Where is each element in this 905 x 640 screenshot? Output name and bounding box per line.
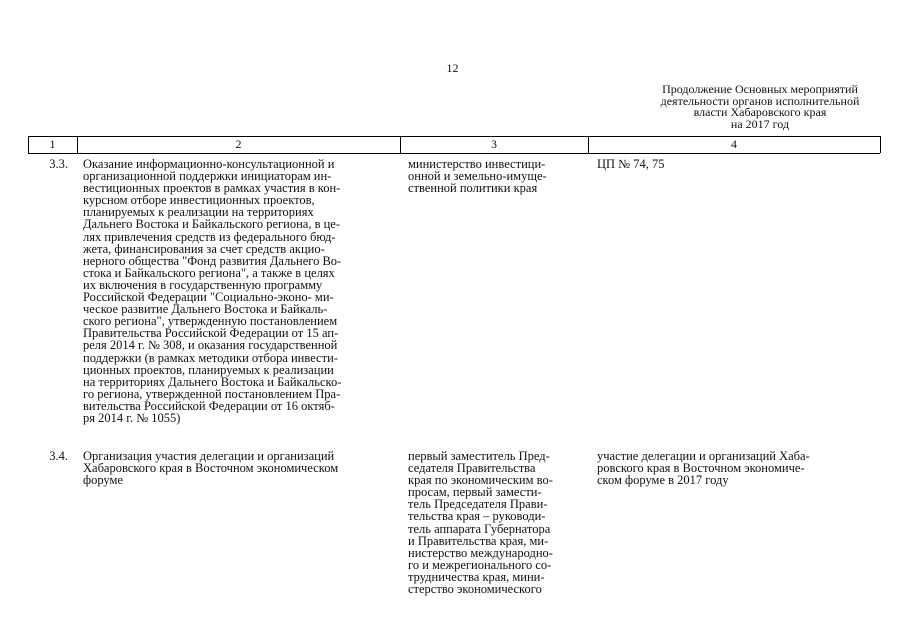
activity-line: Российской Федерации "Социально-эконо- ми- <box>83 290 334 305</box>
activity-line: их включения в государственную программу <box>83 277 323 292</box>
responsible-line: министерство инвестици- <box>408 157 546 171</box>
activity-line: Оказание информационно-консультационной и <box>83 157 335 171</box>
row-number: 3.3. <box>49 157 68 171</box>
column-number-3: 3 <box>491 137 497 151</box>
responsible-cell <box>408 158 547 194</box>
header-line: Продолжение Основных мероприятий <box>662 82 858 96</box>
activity-line: ского региона", утвержденную постановлением <box>83 314 338 329</box>
activity-cell <box>83 450 338 486</box>
activity-line: на территориях Дальнего Востока и Байкальско- <box>83 374 342 389</box>
activity-line: жета, финансирования за счет средств акцио- <box>83 241 325 256</box>
activity-line: Дальнего Востока и Байкальского региона, в це- <box>83 217 341 232</box>
activity-line: планируемых к реализации на территориях <box>83 205 314 220</box>
column-divider <box>880 136 881 153</box>
responsible-line: нистерство международно- <box>408 545 553 560</box>
activity-cell <box>83 158 341 424</box>
responsible-line: седателя Правительства <box>408 461 536 476</box>
header-row-bottom-border <box>28 153 880 154</box>
responsible-line: онной и земельно-имуще- <box>408 169 547 184</box>
activity-line: форуме <box>83 473 123 488</box>
activity-line: нерного общества "Фонд развития Дальнего Во- <box>83 253 342 268</box>
activity-line: курсном отборе инвестиционных проектов, <box>83 193 315 208</box>
activity-line: ческое развитие Дальнего Востока и Байкаль- <box>83 302 328 317</box>
responsible-line: тель аппарата Губернатора <box>408 521 551 536</box>
result-line: ровского края в Восточном экономиче- <box>597 461 805 476</box>
responsible-line: ственной политики края <box>408 181 538 196</box>
activity-line: вительства Российской Федерации от 16 октяб- <box>83 398 335 413</box>
column-number-2: 2 <box>235 137 242 151</box>
activity-line: го региона, утвержденной постановлением Пра- <box>83 386 341 401</box>
column-number-4: 4 <box>731 137 737 151</box>
responsible-line: тельства края – руководи- <box>408 509 546 524</box>
result-line: ЦП № 74, 75 <box>597 157 665 171</box>
header-line: деятельности органов исполнительной <box>660 93 860 108</box>
activity-line: реля 2014 г. № 308, и оказания государственной <box>83 338 338 353</box>
responsible-line: края по экономическим во- <box>408 473 553 488</box>
responsible-line: тель Председателя Прави- <box>408 497 548 512</box>
activity-line: ря 2014 г. № 1055) <box>83 410 181 425</box>
page-number: 12 <box>446 61 459 75</box>
responsible-line: и Правительства края, ми- <box>408 533 549 548</box>
activity-line: вестиционных проектов в рамках участия в кон- <box>83 181 341 196</box>
row-number: 3.4. <box>49 449 68 463</box>
result-line: ском форуме в 2017 году <box>597 473 729 488</box>
responsible-line: просам, первый замести- <box>408 485 542 500</box>
activity-line: лях привлечения средств из федерального бюд- <box>83 229 336 244</box>
continuation-header <box>640 84 880 130</box>
activity-line: стока и Байкальского региона", а также в целях <box>83 265 335 280</box>
result-cell <box>597 158 664 170</box>
activity-line: организационной поддержки инициаторам ин- <box>83 169 332 184</box>
column-number-1: 1 <box>49 137 56 151</box>
result-line: участие делегации и организаций Хаба- <box>597 449 810 463</box>
header-line: власти Хабаровского края <box>693 105 827 119</box>
activity-line: Правительства Российской Федерации от 15 ап- <box>83 326 339 341</box>
activity-line: Хабаровского края в Восточном экономическом <box>83 461 339 476</box>
activity-line: поддержки (в рамках методики отбора инвести- <box>83 350 338 365</box>
header-line: на 2017 год <box>730 116 790 131</box>
result-cell <box>597 450 810 486</box>
responsible-line: первый заместитель Пред- <box>408 449 550 463</box>
responsible-cell <box>408 450 553 595</box>
responsible-line: го и межрегионального со- <box>408 557 552 572</box>
responsible-line: трудничества края, мини- <box>408 569 545 584</box>
responsible-line: стерство экономического <box>408 582 542 597</box>
activity-line: Организация участия делегации и организаций <box>83 449 335 463</box>
activity-line: ционных проектов, планируемых к реализации <box>83 362 334 377</box>
